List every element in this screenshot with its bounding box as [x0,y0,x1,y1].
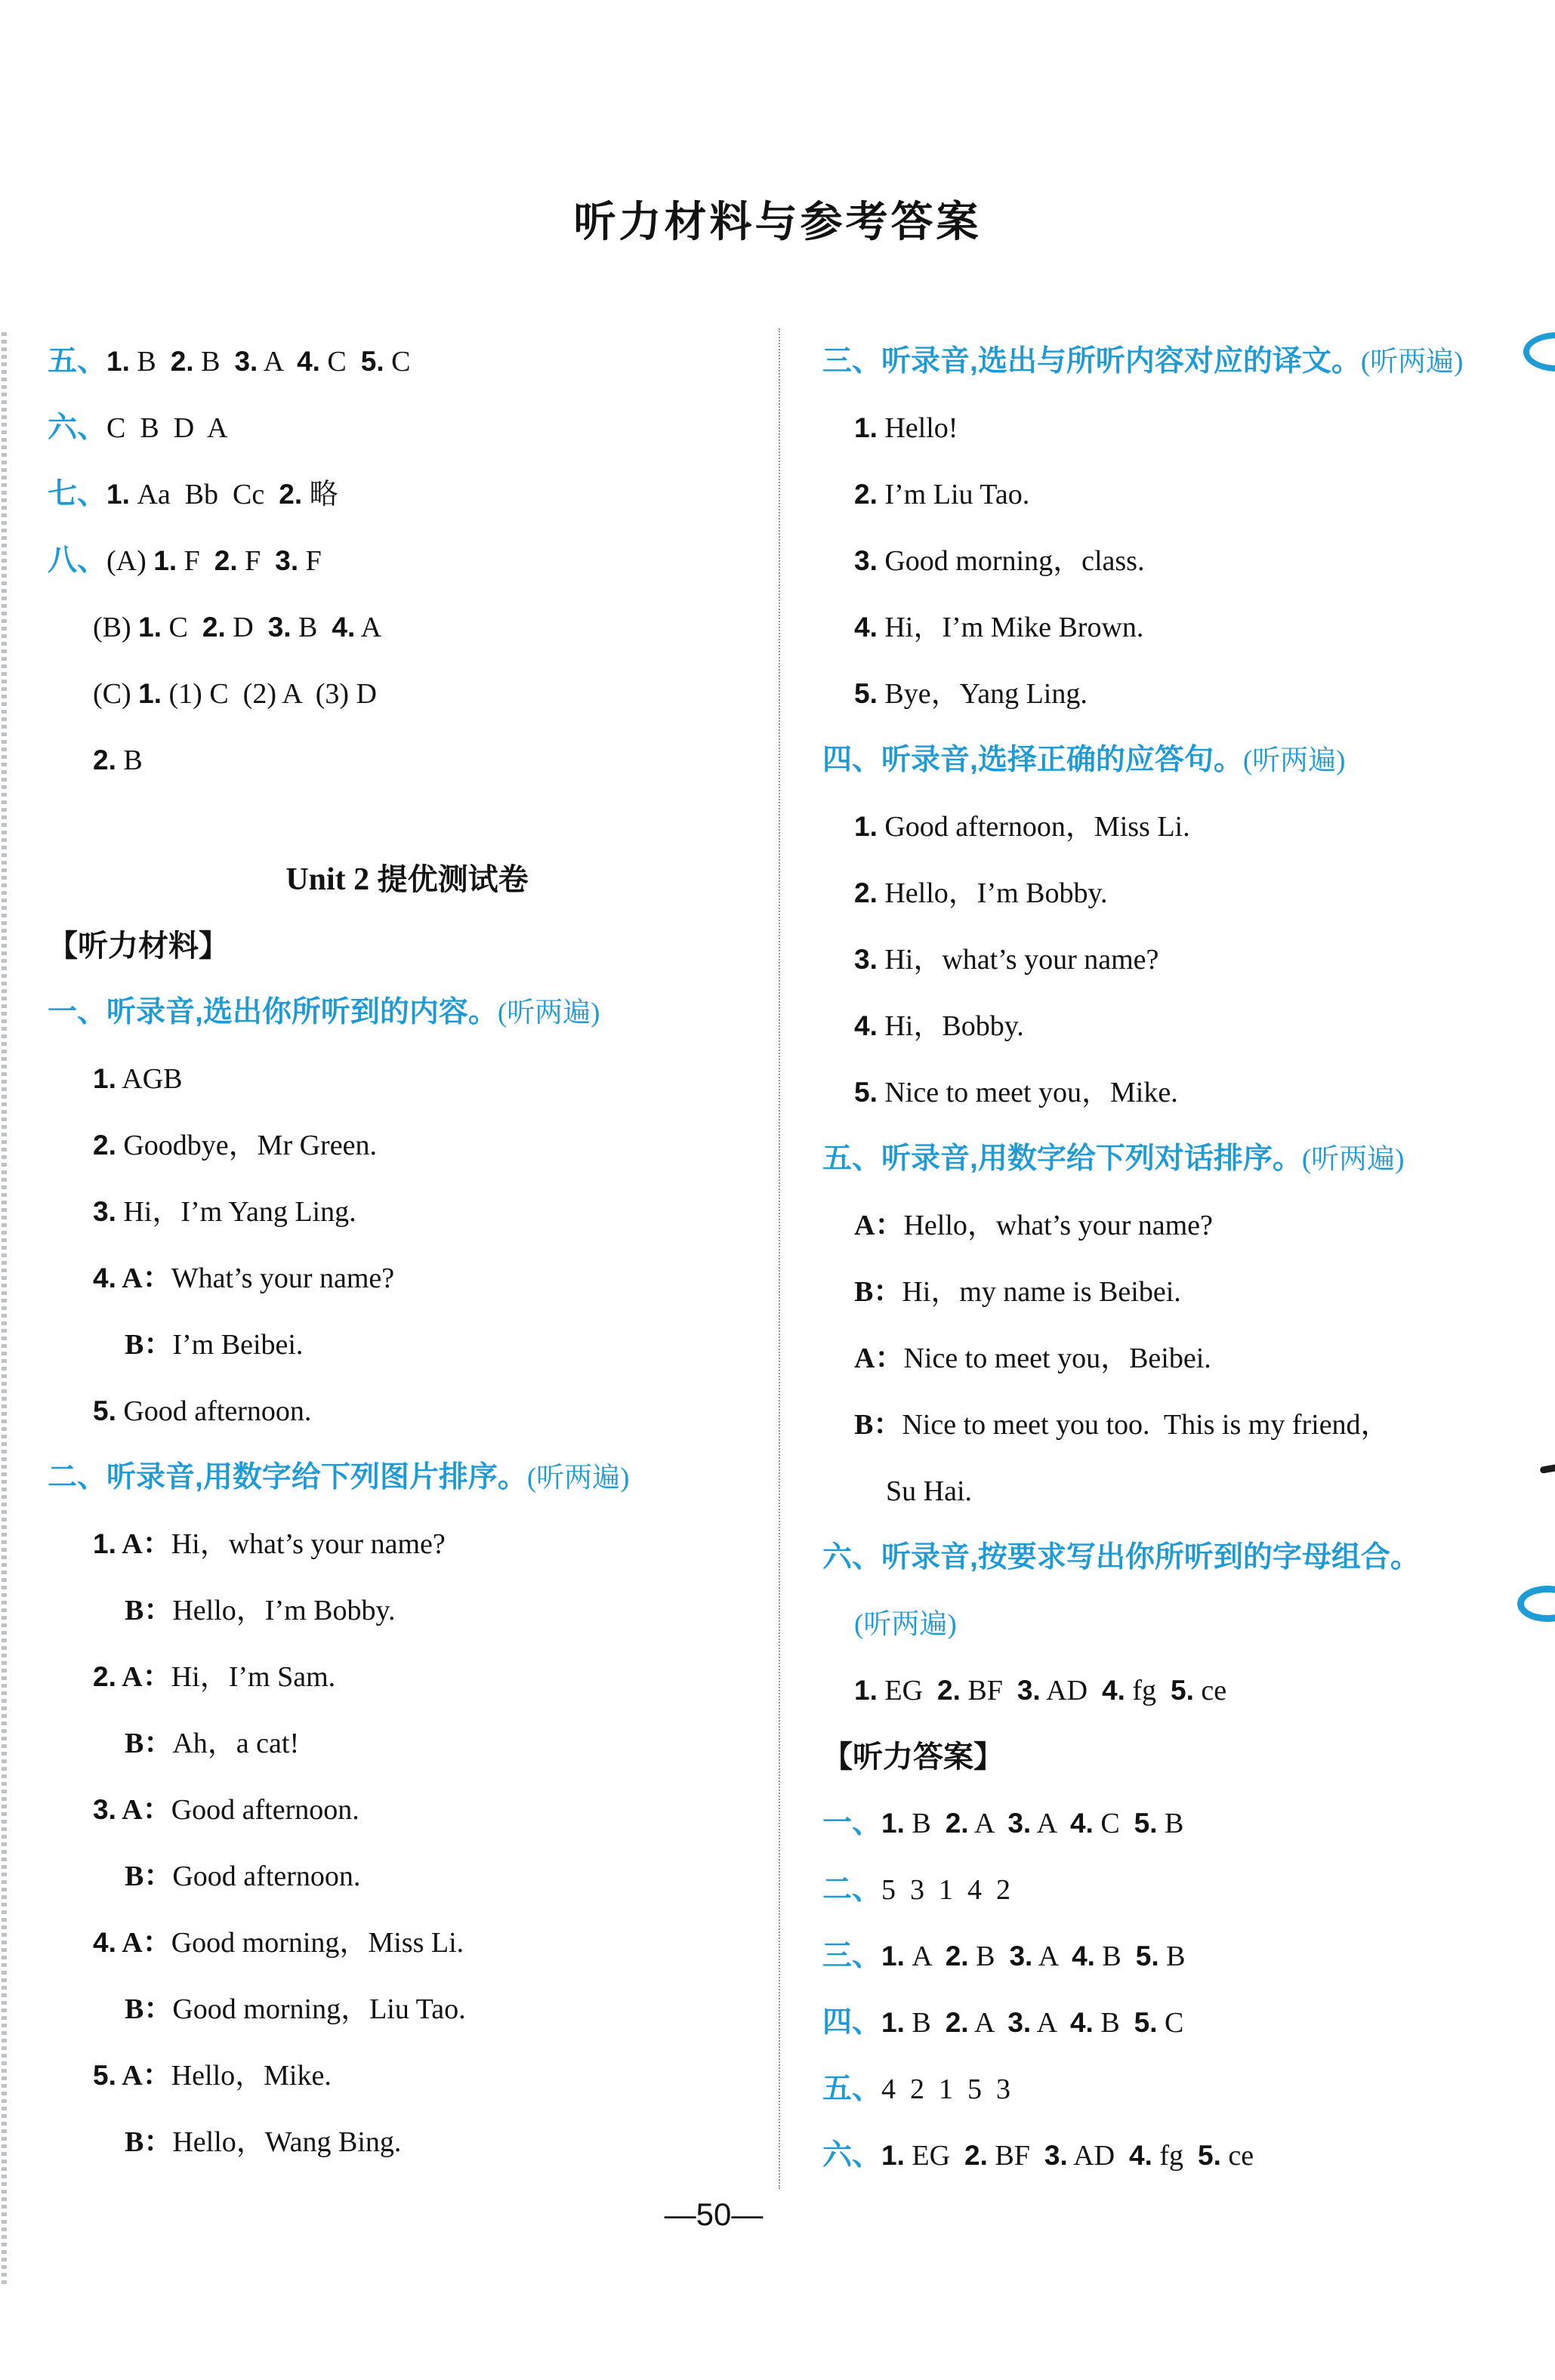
section-8-answers-a [48,528,767,594]
answers-2 [822,1857,1549,1923]
num-text: 4. [1129,2140,1152,2171]
num-text: 4. [93,1927,116,1958]
num-text: 2. [170,346,194,377]
dialog-line [48,2042,767,2109]
item-line [822,860,1549,926]
num-text: 5. [1171,1675,1194,1706]
num-text: 4. [332,612,356,643]
sp-text: B： [125,1993,173,2025]
sp-text: B： [125,1861,173,1892]
num-text: 5. [1135,1941,1159,1972]
num-text: 3. [1009,1941,1033,1972]
dialog-line [822,1259,1549,1325]
num-text: 4. [854,1010,878,1041]
en-text: Hello! [877,412,958,444]
en-text: Good morning，Miss Li. [171,1927,464,1959]
section-6-heading [822,1524,1549,1591]
num-text: 5. [1134,1808,1158,1839]
en-text: F [298,545,322,577]
en-text: Good afternoon. [171,1794,359,1826]
en-text: B [1159,1941,1186,1972]
en-text: Goodbye，Mr Green. [116,1130,377,1161]
en-text: AGB [116,1063,183,1095]
num-text: 1. [93,1063,116,1094]
num-text: 2. [945,1941,969,1972]
en-text: B [904,1808,946,1839]
en-text: D [225,612,268,643]
item-line [822,1059,1549,1126]
sp-text: A： [116,1661,171,1693]
num-text: 4. [1069,1808,1094,1839]
dialog-line [822,1392,1549,1458]
en-text: Hi，Bobby. [877,1010,1024,1042]
page-number: —50— [664,2197,764,2232]
en-text: B [1093,2007,1134,2039]
en-text: ce [1193,1675,1227,1706]
num-text: 4. [1069,2007,1094,2038]
en-text: What’s your name? [171,1262,395,1294]
num-text: 3. [275,545,299,576]
secblue-text: 二、听录音,用数字给下列图片排序。 [48,1461,527,1494]
unit2-test-title [48,846,767,913]
answers-6 [822,2123,1549,2189]
en-text: EG [904,2140,965,2172]
en-text: fg [1125,1675,1171,1706]
secblue-text: 四、听录音,选择正确的应答句。 [822,744,1243,776]
section-3-heading [822,328,1549,395]
item-line [822,461,1549,528]
en-text: Aa Bb Cc [129,479,279,510]
en-text: (C) [93,678,139,710]
sp-text: B： [854,1409,902,1441]
cnb-text: 【听力材料】 [48,929,229,963]
en-text: (B) [93,612,139,643]
en-text: F [177,545,214,577]
en-text: A [904,1941,946,1972]
item-line [48,1378,767,1444]
bluelight-text: (听两遍) [1242,745,1346,776]
en-text: Hi，what’s your name? [877,944,1159,976]
num-text: 1. [106,346,130,377]
en-text: 4 2 1 5 3 [881,2073,1011,2105]
en-text: B [968,1941,1010,1972]
en-text: F [237,545,276,577]
en-text: A [1032,1941,1072,1972]
num-text: 2. [945,1808,969,1839]
num-text: 4. [93,1262,116,1293]
section-8-answers-b [48,594,767,661]
num-text: 1. [881,1941,905,1972]
dialog-line [822,1458,1549,1524]
num-text: 1. [854,412,878,443]
en-text: Bye，Yang Ling. [877,678,1088,710]
secblue-text: 五、 [48,345,107,378]
en-text: B [116,745,143,776]
secblue-text: 六、 [822,2139,882,2172]
secblue-text: 三、 [822,1940,882,1972]
listening-answers-header [822,1724,1549,1790]
num-text: 4. [297,346,320,377]
bluelight-text: (听两遍) [1360,347,1464,378]
secblue-text: 七、 [48,478,107,510]
en-text: Good afternoon. [116,1395,312,1427]
num-text: 1. [881,2140,905,2171]
item-line [48,1112,767,1179]
en-text: Nice to meet you too. This is my friend， [902,1409,1390,1441]
en-text: B [1157,1808,1184,1839]
num-text: 3. [854,944,878,975]
num-text: 2. [279,479,303,510]
en-text: Hi，I’m Mike Brown. [877,612,1144,643]
num-text: 3. [1007,2007,1032,2038]
num-text: 4. [854,612,878,643]
dialog-line [48,1910,767,1976]
listening-material-header [48,913,767,979]
en-text: Hello，I’m Bobby. [172,1595,396,1626]
en-text: Nice to meet you，Mike. [877,1077,1178,1108]
item-line [822,993,1549,1059]
dialog-line [48,1312,767,1378]
column-left [0,328,779,2189]
section-6-answers [48,395,767,461]
secblue-text: 二、 [822,1873,882,1906]
item-line [822,395,1549,461]
sp-text: A： [116,2060,171,2092]
secblue-text: 一、 [822,1807,882,1839]
num-text: 5. [1134,2007,1158,2038]
en-text: 5 3 1 4 2 [881,1874,1011,1906]
en-text: Nice to meet you，Beibei. [903,1343,1211,1374]
item-line [48,1046,767,1112]
dialog-line [48,1644,767,1710]
dialog-line [48,1843,767,1910]
dialog-line [822,1192,1549,1259]
num-text: 5. [854,678,878,709]
item-line [822,1657,1549,1724]
en-text: A [258,346,298,378]
en-text: AD [1040,1675,1103,1706]
en-text: B [904,2007,946,2039]
num-text: 5. [360,346,384,377]
sp-text: A： [854,1210,904,1241]
num-text: 5. [93,2060,116,2091]
section-1-heading [48,979,767,1046]
en-text: ce [1220,2140,1254,2172]
secblue-text: 六、 [48,412,107,444]
sp-text: B： [125,1595,173,1626]
num-text: 3. [1044,2140,1068,2171]
item-line [822,594,1549,661]
cnb-text: 【听力答案】 [822,1740,1004,1774]
sp-text: B： [125,1728,173,1759]
en-text: A [1031,2007,1070,2039]
bluelight-text: (听两遍) [497,997,600,1028]
dialog-line [48,1777,767,1843]
en-text: Su Hai. [886,1475,972,1507]
en-text: A [355,612,382,643]
item-line [822,661,1549,727]
section-5-heading [822,1126,1549,1192]
en-text: AD [1067,2140,1130,2172]
en-text: Hi，what’s your name? [171,1528,446,1560]
en-text: Good afternoon，Miss Li. [877,811,1190,843]
item-line [822,528,1549,594]
num-text: 3. [93,1794,116,1825]
en-text: Good afternoon. [172,1861,361,1892]
en-text: A [968,1808,1008,1839]
answers-5 [822,2056,1549,2123]
num-text: 3. [1017,1675,1041,1706]
secblue-text: 一、听录音,选出你所听到的内容。 [48,996,498,1028]
secblue-text: 五、听录音,用数字给下列对话排序。 [822,1142,1302,1175]
answers-4 [822,1990,1549,2056]
en-text: (1) C (2) A (3) D [162,678,377,710]
en-text: fg [1152,2140,1199,2172]
section-6-heading-cont [822,1591,1549,1657]
cnb-text: 提优测试卷 [377,863,529,896]
column-right column-divider [779,328,1555,2189]
unitEn-text: Unit 2 [285,862,378,897]
section-4-heading [822,727,1549,794]
section-8-answers-c2 [48,727,767,794]
content-columns [0,328,1555,2189]
num-text: 3. [234,346,258,377]
item-line [48,1179,767,1245]
en-text: Ah，a cat! [172,1728,300,1759]
dialog-line [48,1577,767,1644]
en-text: Hello，Wang Bing. [172,2126,402,2158]
num-text: 2. [93,1661,116,1692]
en-text: Hi，I’m Yang Ling. [116,1196,356,1228]
en-text: Hello，I’m Bobby. [877,877,1108,909]
section-5-answers [48,328,767,395]
sp-text: A： [116,1528,171,1560]
sp-text: B： [125,1329,173,1361]
en-text: B [193,346,235,378]
num-text: 5. [854,1077,878,1108]
sp-text: A： [116,1262,171,1294]
num-text: 1. [854,811,878,842]
en-text: BF [987,2140,1044,2172]
en-text: Hi，I’m Sam. [171,1661,336,1693]
en-text: A [1031,1808,1070,1839]
section-8-answers-c [48,661,767,727]
en-text: B [291,612,332,643]
sp-text: A： [116,1794,171,1826]
num-text: 4. [1072,1941,1095,1972]
num-text: 2. [93,745,116,775]
secblue-text: 四、 [822,2006,882,2039]
en-text: Hi，my name is Beibei. [902,1276,1181,1308]
num-text: 3. [93,1196,116,1227]
secblue-text: 三、听录音,选出与所听内容对应的译文。 [822,345,1361,378]
secblue-text: 八、 [48,544,107,577]
num-text: 1. [106,479,130,510]
num-text: 2. [854,877,878,908]
item-line [822,794,1549,860]
en-text: B [129,346,171,378]
en-text: EG [877,1675,938,1706]
section-2-heading [48,1444,767,1511]
en-text: C B D A [106,412,228,444]
num-text: 3. [1007,1808,1032,1839]
dialog-line [48,1976,767,2042]
sp-text: A： [854,1343,904,1374]
en-text: C [1157,2007,1184,2039]
secblue-text: 六、听录音,按要求写出你所听到的字母组合。 [822,1541,1420,1574]
dialog-line [48,1511,767,1577]
num-text: 1. [881,2007,905,2038]
en-text: C [1093,1808,1134,1839]
num-text: 5. [93,1395,116,1426]
item-line [822,926,1549,993]
num-text: 1. [854,1675,878,1706]
en-text: I’m Liu Tao. [877,479,1030,510]
en-text: Good morning，Liu Tao. [172,1993,466,2025]
sp-text: B： [125,2126,173,2158]
sp-text: A： [116,1927,171,1959]
dialog-line [48,1710,767,1777]
bluelight-text: (听两遍) [854,1609,957,1640]
num-text: 2. [945,2007,969,2038]
en-text: C [319,346,361,378]
dialog-line [822,1325,1549,1392]
page-title: 听力材料与参考答案 [573,199,982,246]
cn-text: 略 [302,479,338,510]
sp-text: B： [854,1276,902,1308]
secblue-text: 五、 [822,2073,882,2105]
num-text: 1. [153,545,177,576]
num-text: 4. [1102,1675,1125,1706]
en-text: Good morning，class. [877,545,1145,577]
num-text: 1. [138,678,162,709]
en-text: C [162,612,202,643]
answers-1 [822,1790,1549,1857]
num-text: 2. [202,612,226,643]
num-text: 3. [854,545,878,576]
en-text: I’m Beibei. [172,1329,304,1361]
en-text: Hello，what’s your name? [903,1210,1213,1241]
num-text: 1. [881,1808,905,1839]
dialog-line [48,1245,767,1312]
en-text: C [384,346,411,378]
num-text: 2. [964,2140,988,2171]
num-text: 2. [93,1130,116,1161]
num-text: 2. [214,545,238,576]
dialog-line [48,2109,767,2175]
en-text: (A) [106,545,154,577]
num-text: 3. [267,612,292,643]
num-text: 1. [93,1528,116,1559]
num-text: 2. [937,1675,961,1706]
en-text: BF [960,1675,1017,1706]
bluelight-text: (听两遍) [1301,1144,1405,1175]
en-text: B [1094,1941,1136,1972]
num-text: 5. [1198,2140,1221,2171]
num-text: 1. [138,612,162,643]
answers-3 [822,1923,1549,1990]
en-text: A [968,2007,1008,2039]
left-edge-binding-marks [2,332,7,2288]
section-7-answers [48,461,767,528]
en-text: Hello，Mike. [171,2060,332,2092]
bluelight-text: (听两遍) [526,1463,630,1494]
num-text: 2. [854,479,878,510]
